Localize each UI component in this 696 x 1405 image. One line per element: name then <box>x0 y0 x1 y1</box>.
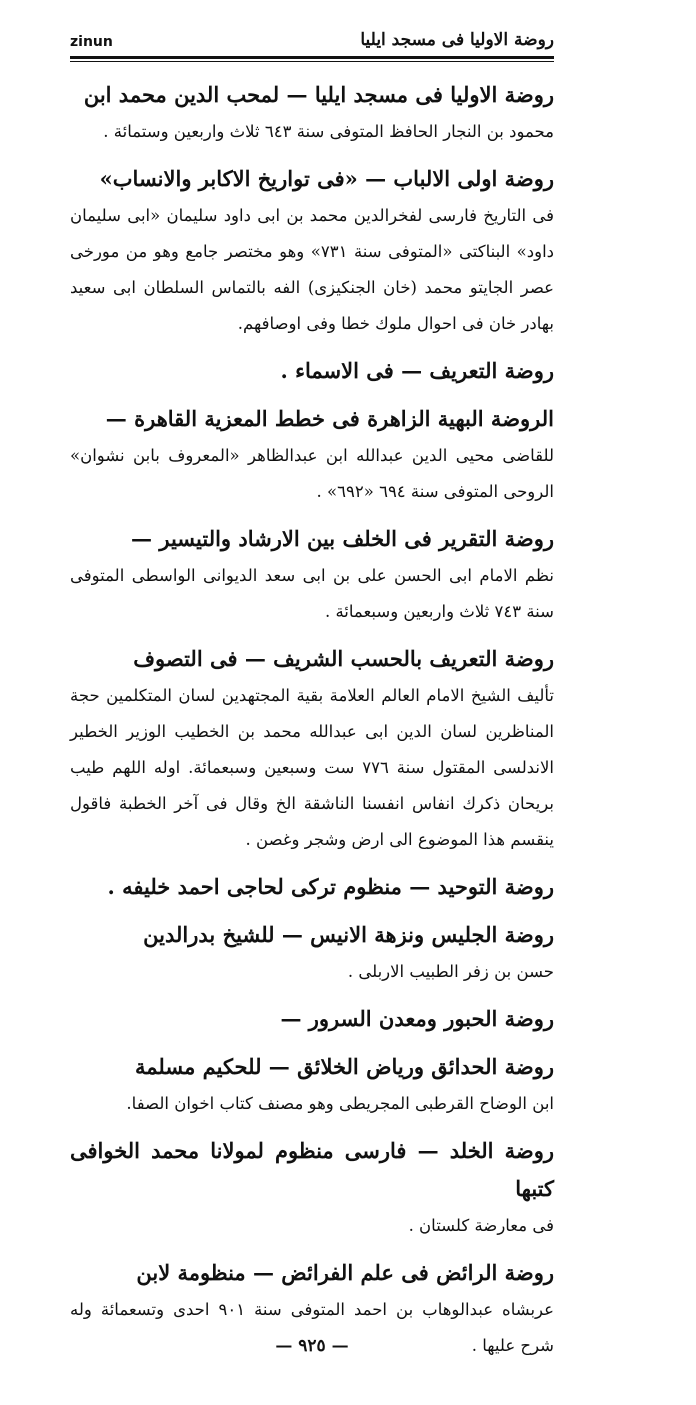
entry-body: فى التاريخ فارسى لفخرالدين محمد بن ابى داود سليمان «ابى سليمان داود» البناكتى «المتوفى سنة ٧٣١» وهو مختصر جامع وهو من مورخى عصر الجايتو محمد (خان الجنكيزى) الفه بالتماس السلطان ابى سعيد بهادر خان فى احوال ملوك خطا وفى اوصافهم. <box>70 206 554 333</box>
entries-list <box>70 76 554 1364</box>
entry-title: روضة الاوليا فى مسجد ايليا — لمحب الدين محمد ابن <box>83 82 554 107</box>
entry <box>70 916 554 990</box>
entry-title: الروضة البهية الزاهرة فى خطط المعزية القاهرة — <box>105 406 554 431</box>
entry-title: روضة الحبور ومعدن السرور — <box>280 1006 554 1031</box>
book-page <box>70 14 554 1389</box>
entry-body: ابن الوضاح القرطبى المجريطى وهو مصنف كتاب اخوان الصفا. <box>126 1094 554 1113</box>
entry-body: نظم الامام ابى الحسن على بن ابى سعد الديوانى الواسطى المتوفى سنة ٧٤٣ ثلاث واربعين وسبعمائة . <box>70 566 554 621</box>
entry-title: روضة اولى الالباب — «فى تواريخ الاكابر والانساب» <box>99 166 554 191</box>
entry-body: للقاضى محيى الدين عبدالله ابن عبدالظاهر «المعروف بابن نشوان» الروحى المتوفى سنة ٦٩٤ «٦٩٢» . <box>70 446 554 501</box>
entry <box>70 1132 554 1244</box>
header-left-word: zinun <box>70 34 113 50</box>
entry <box>70 76 554 150</box>
entry-title: روضة الحدائق ورياض الخلائق — للحكيم مسلمة <box>135 1054 554 1079</box>
running-header <box>70 14 554 50</box>
entry <box>70 520 554 630</box>
entry <box>70 868 554 906</box>
entry-title: روضة الخلد — فارسى منظوم لمولانا محمد الخوافى كتبها <box>70 1138 554 1201</box>
entry-body: محمود بن النجار الحافظ المتوفى سنة ٦٤٣ ثلاث واربعين وستمائة . <box>103 122 554 141</box>
entry-body: عربشاه عبدالوهاب بن احمد المتوفى سنة ٩٠١ احدى وتسعمائة وله شرح عليها . <box>70 1300 554 1355</box>
entry <box>70 400 554 510</box>
entry-body: تأليف الشيخ الامام العالم العلامة بقية المجتهدين لسان المتكلمين حجة المناظرين لسان الدين ابى عبدالله محمد بن الخطيب الوزير الخطير الاندلسى المقتول سنة ٧٧٦ ست وسبعين وسبعمائة. اوله اللهم طيب بريحان ذكرك انفاس انفسنا الناشقة الخ وقال فى آخر الخطبة فاقول ينقسم هذا الموضوع الى ارض وشجر وغصن . <box>70 686 554 849</box>
header-title: روضة الاوليا فى مسجد ايليا <box>360 30 554 50</box>
entry-title: روضة التوحيد — منظوم تركى لحاجى احمد خليفه . <box>107 874 554 899</box>
entry-title: روضة التقرير فى الخلف بين الارشاد والتيسير — <box>131 526 554 551</box>
entry-body: فى معارضة كلستان . <box>408 1216 554 1235</box>
entry-title: روضة الجليس ونزهة الانيس — للشيخ بدرالدين <box>143 922 554 947</box>
entry-body: حسن بن زفر الطبيب الاربلى . <box>347 962 554 981</box>
header-rule-thin <box>70 61 554 62</box>
entry <box>70 160 554 342</box>
entry <box>70 1000 554 1038</box>
entry-title: روضة الرائض فى علم الفرائض — منظومة لابن <box>136 1260 554 1285</box>
entry <box>70 352 554 390</box>
entry-title: روضة التعريف — فى الاسماء . <box>280 358 554 383</box>
page-number: — ٩٢٥ — <box>275 1336 349 1356</box>
entry <box>70 640 554 858</box>
entry-title: روضة التعريف بالحسب الشريف — فى التصوف <box>133 646 554 671</box>
entry <box>70 1048 554 1122</box>
header-rule <box>70 56 554 59</box>
